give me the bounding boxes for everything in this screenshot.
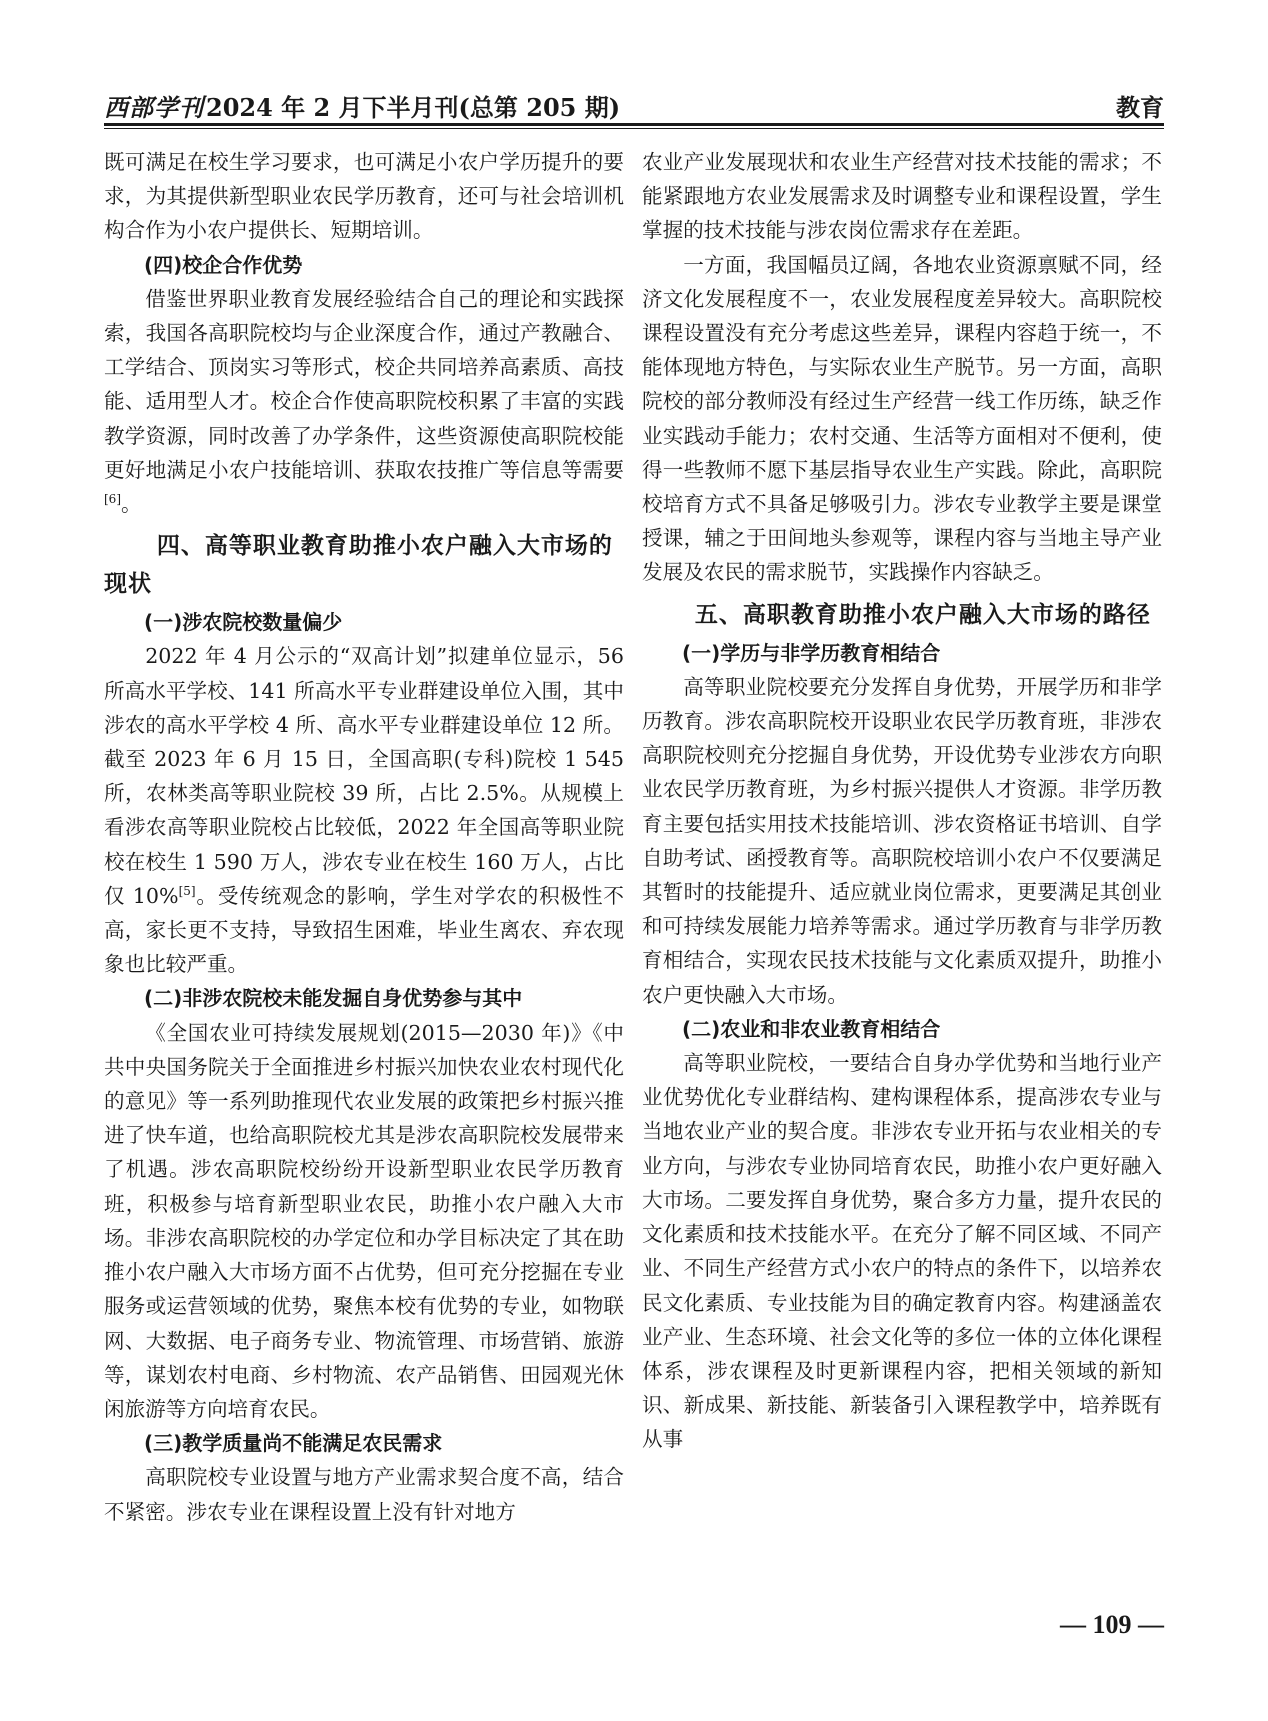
citation: [5] xyxy=(178,884,196,898)
citation: [6] xyxy=(104,492,121,507)
paragraph-text: 借鉴世界职业教育发展经验结合自己的理论和实践探索，我国各高职院校均与企业深度合作，通过产教融合、工学结合、顶岗实习等形式，校企共同培养高素质、高技能、适用型人才。校企合作使高职院校积累了丰富的实践教学资源，同时改善了办学条件，这些资源使高职院校能更好地满足小农户技能培训、获取农技推广等信息等需要 xyxy=(104,286,624,482)
paragraph: 《全国农业可持续发展规划(2015—2030 年)》《中共中央国务院关于全面推进乡村振兴加快农业农村现代化的意见》等一系列助推现代农业发展的政策把乡村振兴推进了快车道，也给高职院校尤其是涉农高职院校发展带来了机遇。涉农高职院校纷纷开设新型职业农民学历教育班，积极参与培育新型职业农民，助推小农户融入大市场。非涉农高职院校的办学定位和办学目标决定了其在助推小农户融入大市场方面不占优势，但可充分挖掘在专业服务或运营领域的优势，聚焦本校有优势的专业，如物联网、大数据、电子商务专业、物流管理、市场营销、旅游等，谋划农村电商、乡村物流、农产品销售、田园观光休闲旅游等方向培育农民。 xyxy=(104,1020,624,1421)
journal-logo: 西部学刊 xyxy=(104,93,204,122)
paragraph: 高职院校专业设置与地方产业需求契合度不高，结合不紧密。涉农专业在课程设置上没有针对地方 xyxy=(104,1465,624,1524)
subsection-heading: (三)教学质量尚不能满足农民需求 xyxy=(144,1431,443,1456)
paragraph xyxy=(104,282,624,521)
right-column xyxy=(642,145,1162,1457)
paragraph-text: 。 xyxy=(121,492,142,517)
subsection-heading: (一)涉农院校数量偏少 xyxy=(144,610,343,635)
subsection-heading: (二)非涉农院校未能发掘自身优势参与其中 xyxy=(144,986,523,1011)
paragraph: 农业产业发展现状和农业生产经营对技术技能的需求；不能紧跟地方农业发展需求及时调整专业和课程设置，学生掌握的技术技能与涉农岗位需求存在差距。 xyxy=(642,150,1162,243)
section-heading: 五、高职教育助推小农户融入大市场的路径 xyxy=(694,601,1151,628)
section-label: 教育 xyxy=(1116,94,1164,122)
paragraph: 高等职业院校，一要结合自身办学优势和当地行业产业优势优化专业群结构、建构课程体系，提高涉农专业与当地农业产业的契合度。非涉农专业开拓与农业相关的专业方向，与涉农专业协同培育农民，助推小农户更好融入大市场。二要发挥自身优势，聚合多方力量，提升农民的文化素质和技术技能水平。在充分了解不同区域、不同产业、不同生产经营方式小农户的特点的条件下，以培养农民文化素质、专业技能为目的确定教育内容。构建涵盖农业产业、生态环境、社会文化等的多位一体的立体化课程体系，涉农课程及时更新课程内容，把相关领域的新知识、新成果、新技能、新装备引入课程教学中，培养既有从事 xyxy=(642,1051,1162,1452)
subsection-heading: (四)校企合作优势 xyxy=(144,252,303,277)
section-heading: 四、高等职业教育助推小农户融入大市场的现状 xyxy=(104,533,613,598)
paragraph xyxy=(104,639,624,981)
page-header xyxy=(104,84,1164,124)
paragraph-text: 。受传统观念的影响，学生对学农的积极性不高，家长更不支持，导致招生困难，毕业生离农、弃农现象也比较严重。 xyxy=(104,883,624,977)
subsection-heading: (一)学历与非学历教育相结合 xyxy=(682,640,941,665)
issue-info: 2024 年 2 月下半月刊(总第 205 期) xyxy=(206,93,621,122)
left-column xyxy=(104,145,624,1529)
paragraph: 既可满足在校生学习要求，也可满足小农户学历提升的要求，为其提供新型职业农民学历教育，还可与社会培训机构合作为小农户提供长、短期培训。 xyxy=(104,150,624,243)
paragraph: 高等职业院校要充分发挥自身优势，开展学历和非学历教育。涉农高职院校开设职业农民学历教育班，非涉农高职院校则充分挖掘自身优势，开设优势专业涉农方向职业农民学历教育班，为乡村振兴提供人才资源。非学历教育主要包括实用技术技能培训、涉农资格证书培训、自学自助考试、函授教育等。高职院校培训小农户不仅要满足其暂时的技能提升、适应就业岗位需求，更要满足其创业和可持续发展能力培养等需求。通过学历教育与非学历教育相结合，实现农民技术技能与文化素质双提升，助推小农户更快融入大市场。 xyxy=(642,674,1162,1007)
header-rule xyxy=(104,123,1164,126)
paragraph-text: 2022 年 4 月公示的“双高计划”拟建单位显示，56 所高水平学校、141 所高水平专业群建设单位入围，其中涉农的高水平学校 4 所、高水平专业群建设单位 12 所。截至 2023 年 6 月 15 日，全国高职(专科)院校 1 545 所，农林类高等职业院校 39 所，占比 2.5%。从规模上看涉农高等职业院校占比较低，2022 年全国高等职业院校在校生 1 590 万人，涉农专业在校生 160 万人，占比仅 10% xyxy=(104,644,624,908)
header-rule-thin xyxy=(104,128,1164,129)
journal-title xyxy=(104,88,620,123)
paragraph: 一方面，我国幅员辽阔，各地农业资源禀赋不同，经济文化发展程度不一，农业发展程度差异较大。高职院校课程设置没有充分考虑这些差异，课程内容趋于统一，不能体现地方特色，与实际农业生产脱节。另一方面，高职院校的部分教师没有经过生产经营一线工作历练，缺乏作业实践动手能力；农村交通、生活等方面相对不便利，使得一些教师不愿下基层指导农业生产实践。除此，高职院校培育方式不具备足够吸引力。涉农专业教学主要是课堂授课，辅之于田间地头参观等，课程内容与当地主导产业发展及农民的需求脱节，实践操作内容缺乏。 xyxy=(642,252,1162,585)
page-number: — 109 — xyxy=(1060,1610,1164,1639)
subsection-heading: (二)农业和非农业教育相结合 xyxy=(682,1016,941,1041)
